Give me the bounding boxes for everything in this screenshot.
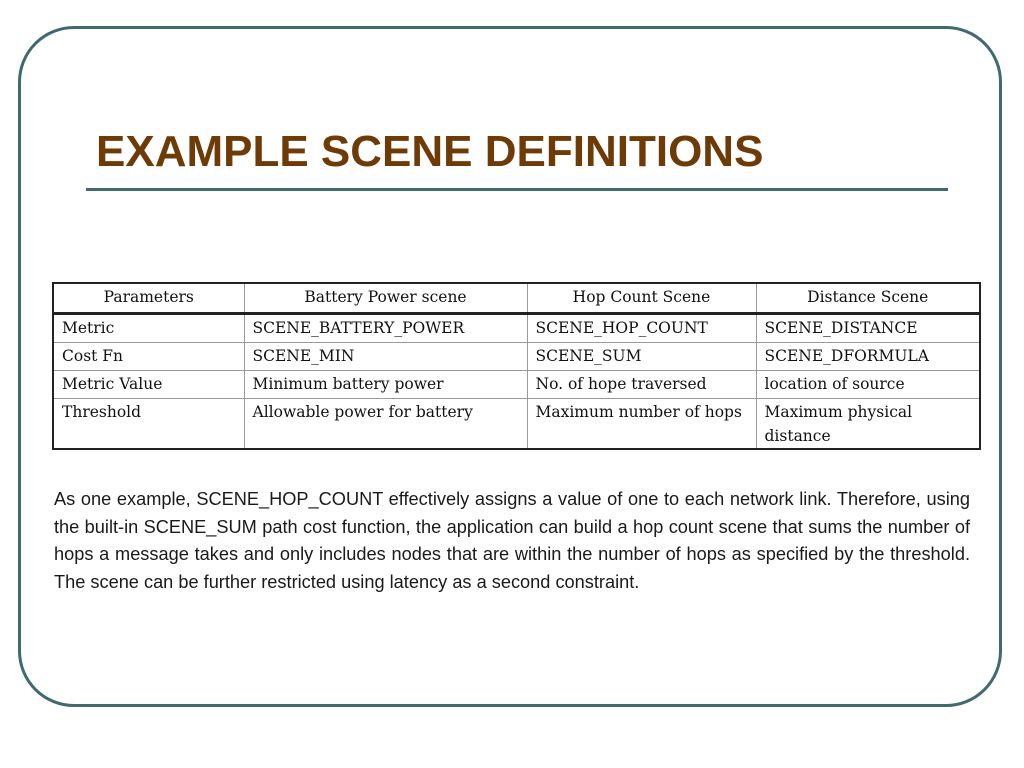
table-header-row bbox=[53, 283, 980, 314]
table-cell: Allowable power for battery bbox=[244, 399, 527, 450]
slide-title: EXAMPLE SCENE DEFINITIONS bbox=[96, 127, 764, 176]
table-cell: SCENE_HOP_COUNT bbox=[527, 314, 756, 343]
table-header-cell: Hop Count Scene bbox=[527, 283, 756, 314]
table-header-cell: Parameters bbox=[53, 283, 244, 314]
table-cell: Metric bbox=[53, 314, 244, 343]
table-cell: Threshold bbox=[53, 399, 244, 450]
table-header-cell: Distance Scene bbox=[756, 283, 980, 314]
table-row bbox=[53, 399, 980, 450]
table-cell: No. of hope traversed bbox=[527, 371, 756, 399]
table-cell: Maximum number of hops bbox=[527, 399, 756, 450]
table-row bbox=[53, 343, 980, 371]
table-cell: Maximum physical distance bbox=[756, 399, 980, 450]
table-cell: SCENE_DFORMULA bbox=[756, 343, 980, 371]
table-cell: SCENE_MIN bbox=[244, 343, 527, 371]
table-cell: Cost Fn bbox=[53, 343, 244, 371]
table-cell: Metric Value bbox=[53, 371, 244, 399]
table-cell: SCENE_BATTERY_POWER bbox=[244, 314, 527, 343]
scene-definitions-table bbox=[52, 282, 981, 450]
table-header-cell: Battery Power scene bbox=[244, 283, 527, 314]
table-cell: location of source bbox=[756, 371, 980, 399]
table-cell: SCENE_DISTANCE bbox=[756, 314, 980, 343]
title-divider bbox=[86, 188, 948, 191]
scene-table-container bbox=[52, 282, 979, 445]
table-cell: SCENE_SUM bbox=[527, 343, 756, 371]
table-row bbox=[53, 314, 980, 343]
table-cell: Minimum battery power bbox=[244, 371, 527, 399]
table-row bbox=[53, 371, 980, 399]
body-paragraph: As one example, SCENE_HOP_COUNT effectively assigns a value of one to each network link. Therefore, using the built-in SCENE_SUM path cost function, the application can build a hop count scene that sums the number of hops a message takes and only includes nodes that are within the number of hops as specified by the threshold. The scene can be further restricted using latency as a second constraint. bbox=[54, 489, 970, 592]
